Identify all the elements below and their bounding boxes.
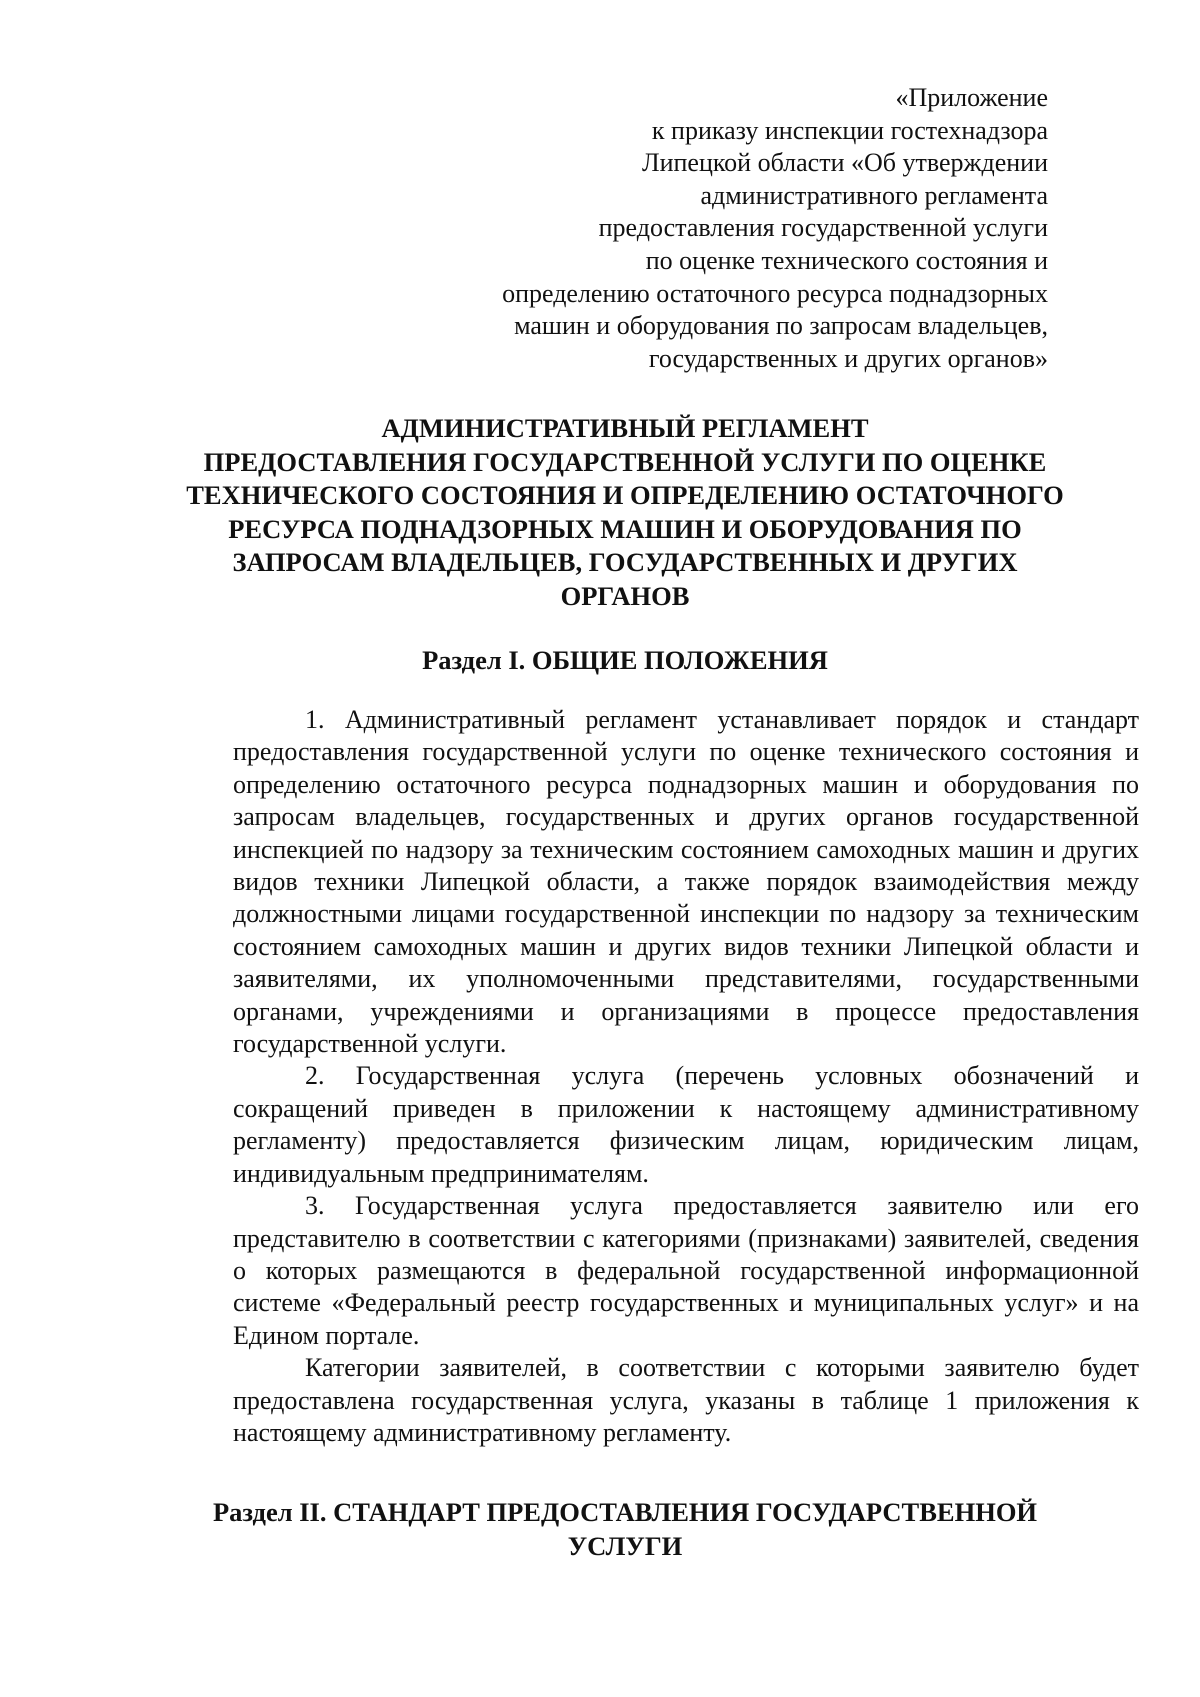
appendix-line: административного регламента: [700, 180, 1048, 210]
text-line: предоставлена государственная услуга, указаны в таблице 1 приложения к: [233, 1385, 1139, 1415]
text-line: системе «Федеральный реестр государственных и муниципальных услуг» и на: [233, 1288, 1139, 1318]
appendix-line: предоставления государственной услуги: [598, 213, 1048, 243]
title-line: ОРГАНОВ: [560, 580, 690, 611]
appendix-line: «Приложение: [895, 83, 1048, 112]
appendix-line: определению остаточного ресурса поднадзорных: [502, 278, 1048, 308]
text-line: регламенту) предоставляется физическим лицам, юридическим лицам,: [233, 1126, 1139, 1156]
appendix-line: государственных и других органов»: [648, 343, 1048, 373]
document-title: [160, 412, 1090, 613]
text-line: 1. Административный регламент устанавливает порядок и стандарт: [305, 705, 1139, 734]
text-line: индивидуальным предпринимателям.: [233, 1158, 649, 1188]
text-line: 2. Государственная услуга (перечень условных обозначений и: [305, 1061, 1139, 1091]
paragraph-3: [161, 1190, 1139, 1352]
text-line: Категории заявителей, в соответствии с которыми заявителю будет: [305, 1353, 1139, 1383]
section-1-body: [161, 704, 1139, 1449]
text-line: настоящему административному регламенту.: [233, 1417, 732, 1447]
appendix-line: Липецкой области «Об утверждении: [641, 148, 1048, 178]
text-line: представителю в соответствии с категориями (признаками) заявителей, сведения: [233, 1223, 1139, 1253]
text-line: государственной услуги.: [233, 1029, 507, 1059]
text-line: видов техники Липецкой области, а также порядок взаимодействия между: [233, 867, 1139, 897]
text-line: предоставления государственной услуги по оценке технического состояния и: [233, 737, 1139, 767]
title-line: ПРЕДОСТАВЛЕНИЯ ГОСУДАРСТВЕННОЙ УСЛУГИ ПО ОЦЕНКЕ: [203, 446, 1047, 477]
text-line: состоянием самоходных машин и других видов техники Липецкой области и: [233, 931, 1139, 961]
title-line: РЕСУРСА ПОДНАДЗОРНЫХ МАШИН И ОБОРУДОВАНИЯ ПО: [228, 513, 1022, 544]
paragraph-2: [161, 1060, 1139, 1190]
appendix-line: машин и оборудования по запросам владельцев,: [514, 311, 1048, 341]
appendix-line: по оценке технического состояния и: [645, 245, 1048, 275]
section-2-heading: [160, 1495, 1090, 1563]
text-line: органами, учреждениями и организациями в процессе предоставления: [233, 996, 1139, 1026]
text-line: определению остаточного ресурса поднадзорных машин и оборудования по: [233, 769, 1139, 799]
text-line: Едином портале.: [233, 1320, 420, 1350]
section-1-heading: [160, 643, 1090, 677]
text-line: 3. Государственная услуга предоставляется заявителю или его: [305, 1191, 1139, 1221]
text-line: сокращений приведен в приложении к настоящему административному: [233, 1093, 1139, 1123]
text-line: инспекцией по надзору за техническим состоянием самоходных машин и других: [233, 834, 1139, 864]
title-line: ЗАПРОСАМ ВЛАДЕЛЬЦЕВ, ГОСУДАРСТВЕННЫХ И ДРУГИХ: [232, 547, 1018, 577]
paragraph-4: [161, 1352, 1139, 1449]
paragraph-1: [161, 704, 1139, 1060]
section-2-heading-line: Раздел II. СТАНДАРТ ПРЕДОСТАВЛЕНИЯ ГОСУДАРСТВЕННОЙ: [212, 1497, 1038, 1527]
title-line: АДМИНИСТРАТИВНЫЙ РЕГЛАМЕНТ: [381, 413, 869, 443]
text-line: заявителями, их уполномоченными представителями, государственными: [233, 964, 1139, 994]
appendix-note: [428, 82, 1048, 375]
section-2-heading-line: УСЛУГИ: [567, 1531, 683, 1561]
text-line: должностными лицами государственной инспекции по надзору за техническим: [233, 899, 1139, 929]
text-line: запросам владельцев, государственных и других органов государственной: [233, 802, 1139, 832]
section-1-heading-text: Раздел I. ОБЩИЕ ПОЛОЖЕНИЯ: [422, 645, 828, 675]
text-line: о которых размещаются в федеральной государственной информационной: [233, 1255, 1139, 1285]
title-line: ТЕХНИЧЕСКОГО СОСТОЯНИЯ И ОПРЕДЕЛЕНИЮ ОСТАТОЧНОГО: [186, 480, 1064, 510]
appendix-line: к приказу инспекции гостехнадзора: [651, 115, 1048, 145]
